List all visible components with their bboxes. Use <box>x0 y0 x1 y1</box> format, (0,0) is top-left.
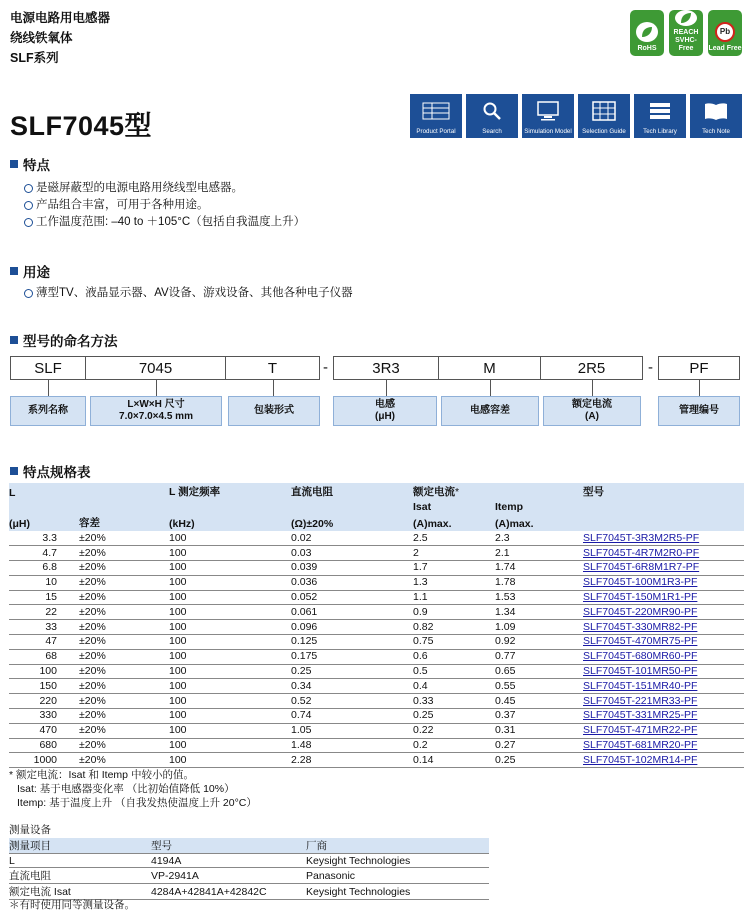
cell-isat: 2.5 <box>413 531 495 546</box>
cell-part[interactable] <box>583 709 744 724</box>
table-row <box>9 854 489 868</box>
cell-dcr: 0.039 <box>291 561 413 576</box>
header-rated-current: 额定电流* <box>413 483 583 500</box>
cell-isat: 0.25 <box>413 709 495 724</box>
table-row <box>9 635 744 650</box>
cell-dcr: 0.061 <box>291 605 413 620</box>
cell-freq: 100 <box>169 664 291 679</box>
table-row <box>9 868 489 884</box>
cell-part[interactable] <box>583 561 744 576</box>
list-item: 产品组合丰富，可用于各种用途。 <box>24 197 305 214</box>
cell-isat: 0.9 <box>413 605 495 620</box>
cell-dcr: 0.052 <box>291 590 413 605</box>
cell-l: 47 <box>9 635 79 650</box>
equipment-title: 测量设备 <box>9 824 51 836</box>
cell-dcr: 0.25 <box>291 664 413 679</box>
bullet-icon <box>24 201 33 210</box>
cell-dcr: 0.096 <box>291 620 413 635</box>
table-row <box>9 679 744 694</box>
search-button[interactable]: Search <box>466 94 518 138</box>
note-line: Isat: 基于电感器变化率 （比初始值降低 10%） <box>17 783 235 795</box>
cell-itemp: 0.25 <box>495 753 583 768</box>
cell-tol: ±20% <box>79 649 169 664</box>
eq-cell-item: 额定电流 Isat <box>9 884 151 900</box>
cell-part[interactable] <box>583 531 744 546</box>
part-number-link[interactable]: SLF7045T-101MR50-PF <box>583 665 698 678</box>
table-row <box>9 605 744 620</box>
part-number-link[interactable]: SLF7045T-4R7M2R0-PF <box>583 546 700 559</box>
bullet-icon <box>24 218 33 227</box>
tech-note-button[interactable]: Tech Note <box>690 94 742 138</box>
cell-tol: ±20% <box>79 635 169 650</box>
label-management: 管理编号 <box>658 396 740 426</box>
cell-part[interactable] <box>583 753 744 768</box>
cell-tol: ±20% <box>79 620 169 635</box>
cell-l: 330 <box>9 709 79 724</box>
cell-l: 470 <box>9 723 79 738</box>
pb-icon: Pb <box>715 22 735 42</box>
cell-freq: 100 <box>169 546 291 561</box>
cell-tol: ±20% <box>79 546 169 561</box>
product-portal-button[interactable]: Product Portal <box>410 94 462 138</box>
spec-header-row <box>9 514 744 531</box>
cell-itemp: 0.65 <box>495 664 583 679</box>
cell-itemp: 0.31 <box>495 723 583 738</box>
reach-badge: REACH SVHC-Free <box>669 10 703 56</box>
cell-itemp: 2.1 <box>495 546 583 561</box>
search-icon <box>466 94 518 128</box>
cell-dcr: 2.28 <box>291 753 413 768</box>
cell-dcr: 0.03 <box>291 546 413 561</box>
page-title: SLF7045型 <box>10 111 153 141</box>
label-inductance: 电感 (μH) <box>333 396 437 426</box>
cell-itemp: 1.78 <box>495 575 583 590</box>
note-line: * 额定电流：Isat 和 Itemp 中较小的值。 <box>9 769 194 781</box>
cell-l: 220 <box>9 694 79 709</box>
code-separator: - <box>323 359 328 376</box>
cell-l: 4.7 <box>9 546 79 561</box>
cell-itemp: 1.74 <box>495 561 583 576</box>
rated-current-notes <box>9 768 257 810</box>
cell-isat: 1.3 <box>413 575 495 590</box>
header-dcr-unit: (Ω)±20% <box>291 514 413 531</box>
cell-itemp: 0.55 <box>495 679 583 694</box>
cell-isat: 0.2 <box>413 738 495 753</box>
section-marker <box>10 267 18 275</box>
naming-heading: 型号的命名方法 <box>10 330 118 350</box>
eq-cell-maker: Keysight Technologies <box>306 884 489 900</box>
label-series: 系列名称 <box>10 396 86 426</box>
cell-tol: ±20% <box>79 694 169 709</box>
cell-freq: 100 <box>169 590 291 605</box>
part-number-link[interactable]: SLF7045T-221MR33-PF <box>583 694 698 707</box>
table-row <box>9 546 744 561</box>
cell-isat: 0.82 <box>413 620 495 635</box>
connector-line <box>273 380 274 396</box>
cell-l: 6.8 <box>9 561 79 576</box>
list-item: 工作温度范围: –40 to ＋105°C（包括自我温度上升） <box>24 214 305 231</box>
cell-tol: ±20% <box>79 531 169 546</box>
part-number-link[interactable]: SLF7045T-330MR82-PF <box>583 620 698 633</box>
table-row <box>9 664 744 679</box>
cell-l: 10 <box>9 575 79 590</box>
cell-l: 1000 <box>9 753 79 768</box>
header-isat-unit: (A)max. <box>413 514 495 531</box>
cell-itemp: 2.3 <box>495 531 583 546</box>
rohs-badge: RoHS <box>630 10 664 56</box>
cell-part[interactable] <box>583 679 744 694</box>
lead-free-badge: Pb Lead Free <box>708 10 742 56</box>
eq-header-maker: 厂商 <box>306 838 489 854</box>
cell-freq: 100 <box>169 694 291 709</box>
cell-dcr: 0.74 <box>291 709 413 724</box>
connector-line <box>156 380 157 396</box>
table-row <box>9 561 744 576</box>
features-list <box>24 180 305 231</box>
cell-l: 100 <box>9 664 79 679</box>
cell-itemp: 0.92 <box>495 635 583 650</box>
cell-l: 33 <box>9 620 79 635</box>
cell-freq: 100 <box>169 575 291 590</box>
cell-itemp: 1.34 <box>495 605 583 620</box>
table-row <box>9 723 744 738</box>
part-number-link[interactable]: SLF7045T-102MR14-PF <box>583 753 698 766</box>
cell-part[interactable] <box>583 575 744 590</box>
equipment-header-row <box>9 838 489 854</box>
cell-freq: 100 <box>169 753 291 768</box>
cell-tol: ±20% <box>79 723 169 738</box>
label-size: L×W×H 尺寸 7.0×7.0×4.5 mm <box>90 396 222 426</box>
table-icon <box>578 94 630 128</box>
eq-cell-maker: Panasonic <box>306 868 489 884</box>
uses-list <box>24 285 353 302</box>
eq-cell-model: 4284A+42841A+42842C <box>151 884 306 900</box>
cell-dcr: 0.02 <box>291 531 413 546</box>
table-row <box>9 709 744 724</box>
header-l-unit: (μH) <box>9 514 79 531</box>
cell-l: 15 <box>9 590 79 605</box>
cell-part[interactable] <box>583 664 744 679</box>
cell-isat: 1.1 <box>413 590 495 605</box>
label-tolerance: 电感容差 <box>441 396 539 426</box>
eq-header-item: 测量项目 <box>9 838 151 854</box>
cell-isat: 2 <box>413 546 495 561</box>
series-header <box>10 8 110 68</box>
spec-table <box>9 483 744 768</box>
connector-line <box>48 380 49 396</box>
cell-isat: 0.4 <box>413 679 495 694</box>
cell-part[interactable] <box>583 694 744 709</box>
connector-line <box>386 380 387 396</box>
spec-heading: 特点规格表 <box>10 461 91 481</box>
cell-l: 68 <box>9 649 79 664</box>
cell-part[interactable] <box>583 738 744 753</box>
books-icon <box>634 94 686 128</box>
cell-part[interactable] <box>583 546 744 561</box>
list-item: 薄型TV、液晶显示器、AV设备、游戏设备、其他各种电子仪器 <box>24 285 353 302</box>
cell-freq: 100 <box>169 679 291 694</box>
section-marker <box>10 336 18 344</box>
cell-l: 3.3 <box>9 531 79 546</box>
cell-tol: ±20% <box>79 738 169 753</box>
cell-dcr: 0.52 <box>291 694 413 709</box>
cell-dcr: 0.175 <box>291 649 413 664</box>
cell-itemp: 0.37 <box>495 709 583 724</box>
cell-isat: 0.6 <box>413 649 495 664</box>
part-number-link[interactable]: SLF7045T-470MR75-PF <box>583 635 698 648</box>
bullet-icon <box>24 184 33 193</box>
cell-tol: ±20% <box>79 605 169 620</box>
part-number-link[interactable]: SLF7045T-220MR90-PF <box>583 605 698 618</box>
header-itemp-unit: (A)max. <box>495 514 583 531</box>
cell-itemp: 1.09 <box>495 620 583 635</box>
leaf-icon <box>675 10 697 26</box>
part-number-link[interactable]: SLF7045T-6R8M1R7-PF <box>583 561 700 574</box>
cell-tol: ±20% <box>79 753 169 768</box>
subcategory-line: 绕线铁氧体 <box>10 31 73 45</box>
code-inductance: 3R3 <box>333 356 439 380</box>
cell-freq: 100 <box>169 649 291 664</box>
cell-itemp: 0.27 <box>495 738 583 753</box>
label-rated-current: 额定电流 (A) <box>543 396 641 426</box>
spec-body <box>9 531 744 768</box>
code-separator: - <box>648 359 653 376</box>
equipment-note: ＊有时使用同等测量设备。 <box>9 899 135 911</box>
header-isat: Isat <box>413 500 495 514</box>
header-itemp: Itemp <box>495 500 583 514</box>
cell-tol: ±20% <box>79 575 169 590</box>
eq-cell-model: VP-2941A <box>151 868 306 884</box>
label-packaging: 包装形式 <box>228 396 320 426</box>
cell-l: 680 <box>9 738 79 753</box>
series-line: SLF系列 <box>10 51 59 65</box>
note-line: Itemp: 基于温度上升 （自我发热使温度上升 20°C） <box>17 797 257 809</box>
part-number-link[interactable]: SLF7045T-3R3M2R5-PF <box>583 531 700 544</box>
code-packaging: T <box>226 356 320 380</box>
code-management: PF <box>658 356 740 380</box>
list-item: 是磁屏蔽型的电源电路用绕线型电感器。 <box>24 180 305 197</box>
cell-freq: 100 <box>169 635 291 650</box>
part-number-link[interactable]: SLF7045T-150M1R1-PF <box>583 591 698 604</box>
cell-part[interactable] <box>583 723 744 738</box>
tech-library-button[interactable]: Tech Library <box>634 94 686 138</box>
cell-freq: 100 <box>169 723 291 738</box>
cell-tol: ±20% <box>79 664 169 679</box>
table-row <box>9 620 744 635</box>
cell-freq: 100 <box>169 620 291 635</box>
eq-cell-item: L <box>9 854 151 868</box>
table-row <box>9 694 744 709</box>
cell-freq: 100 <box>169 709 291 724</box>
table-row <box>9 575 744 590</box>
cell-freq: 100 <box>169 531 291 546</box>
header-part: 型号 <box>583 483 744 500</box>
cell-part[interactable] <box>583 590 744 605</box>
cell-itemp: 1.53 <box>495 590 583 605</box>
book-icon <box>690 94 742 128</box>
cell-isat: 0.75 <box>413 635 495 650</box>
code-tolerance: M <box>439 356 541 380</box>
cell-freq: 100 <box>169 561 291 576</box>
equipment-body <box>9 854 489 900</box>
eq-header-model: 型号 <box>151 838 306 854</box>
code-series: SLF <box>10 356 86 380</box>
cell-l: 22 <box>9 605 79 620</box>
table-row <box>9 738 744 753</box>
table-row <box>9 590 744 605</box>
table-row <box>9 753 744 768</box>
monitor-icon <box>522 94 574 128</box>
category-line: 电源电路用电感器 <box>10 11 111 25</box>
bullet-icon <box>24 289 33 298</box>
cell-isat: 0.14 <box>413 753 495 768</box>
cell-dcr: 0.036 <box>291 575 413 590</box>
uses-heading: 用途 <box>10 261 50 281</box>
section-marker <box>10 160 18 168</box>
connector-line <box>592 380 593 396</box>
cell-isat: 1.7 <box>413 561 495 576</box>
part-number-link[interactable]: SLF7045T-681MR20-PF <box>583 739 698 752</box>
cell-freq: 100 <box>169 605 291 620</box>
simulation-model-button[interactable]: Simulation Model <box>522 94 574 138</box>
code-size: 7045 <box>86 356 226 380</box>
cell-tol: ±20% <box>79 561 169 576</box>
cell-part[interactable] <box>583 649 744 664</box>
leaf-icon <box>636 22 658 42</box>
tool-links <box>410 94 742 138</box>
table-row <box>9 649 744 664</box>
certification-badges <box>630 10 742 56</box>
code-rated-current: 2R5 <box>541 356 643 380</box>
part-number-link[interactable]: SLF7045T-100M1R3-PF <box>583 576 698 589</box>
table-row <box>9 531 744 546</box>
eq-cell-item: 直流电阻 <box>9 868 151 884</box>
cell-itemp: 0.45 <box>495 694 583 709</box>
features-heading: 特点 <box>10 154 50 174</box>
part-number-link[interactable]: SLF7045T-331MR25-PF <box>583 709 698 722</box>
cell-isat: 0.22 <box>413 723 495 738</box>
header-l: L <box>9 483 79 500</box>
header-tol: 容差 <box>79 514 169 531</box>
cell-isat: 0.5 <box>413 664 495 679</box>
portal-icon <box>410 94 462 128</box>
cell-dcr: 1.05 <box>291 723 413 738</box>
eq-cell-model: 4194A <box>151 854 306 868</box>
cell-tol: ±20% <box>79 679 169 694</box>
cell-itemp: 0.77 <box>495 649 583 664</box>
section-marker <box>10 467 18 475</box>
cell-isat: 0.33 <box>413 694 495 709</box>
cell-dcr: 1.48 <box>291 738 413 753</box>
cell-freq: 100 <box>169 738 291 753</box>
cell-part[interactable] <box>583 635 744 650</box>
eq-cell-maker: Keysight Technologies <box>306 854 489 868</box>
selection-guide-button[interactable]: Selection Guide <box>578 94 630 138</box>
cell-part[interactable] <box>583 620 744 635</box>
header-freq-unit: (kHz) <box>169 514 291 531</box>
cell-dcr: 0.34 <box>291 679 413 694</box>
cell-tol: ±20% <box>79 709 169 724</box>
cell-part[interactable] <box>583 605 744 620</box>
connector-line <box>490 380 491 396</box>
header-dcr: 直流电阻 <box>291 483 413 500</box>
header-freq: L 测定频率 <box>169 483 291 500</box>
part-number-link[interactable]: SLF7045T-680MR60-PF <box>583 650 698 663</box>
spec-header-row <box>9 483 744 500</box>
cell-l: 150 <box>9 679 79 694</box>
cell-dcr: 0.125 <box>291 635 413 650</box>
cell-tol: ±20% <box>79 590 169 605</box>
equipment-table <box>9 838 489 900</box>
part-number-link[interactable]: SLF7045T-151MR40-PF <box>583 679 698 692</box>
part-number-link[interactable]: SLF7045T-471MR22-PF <box>583 724 698 737</box>
spec-header-row <box>9 500 744 514</box>
connector-line <box>699 380 700 396</box>
